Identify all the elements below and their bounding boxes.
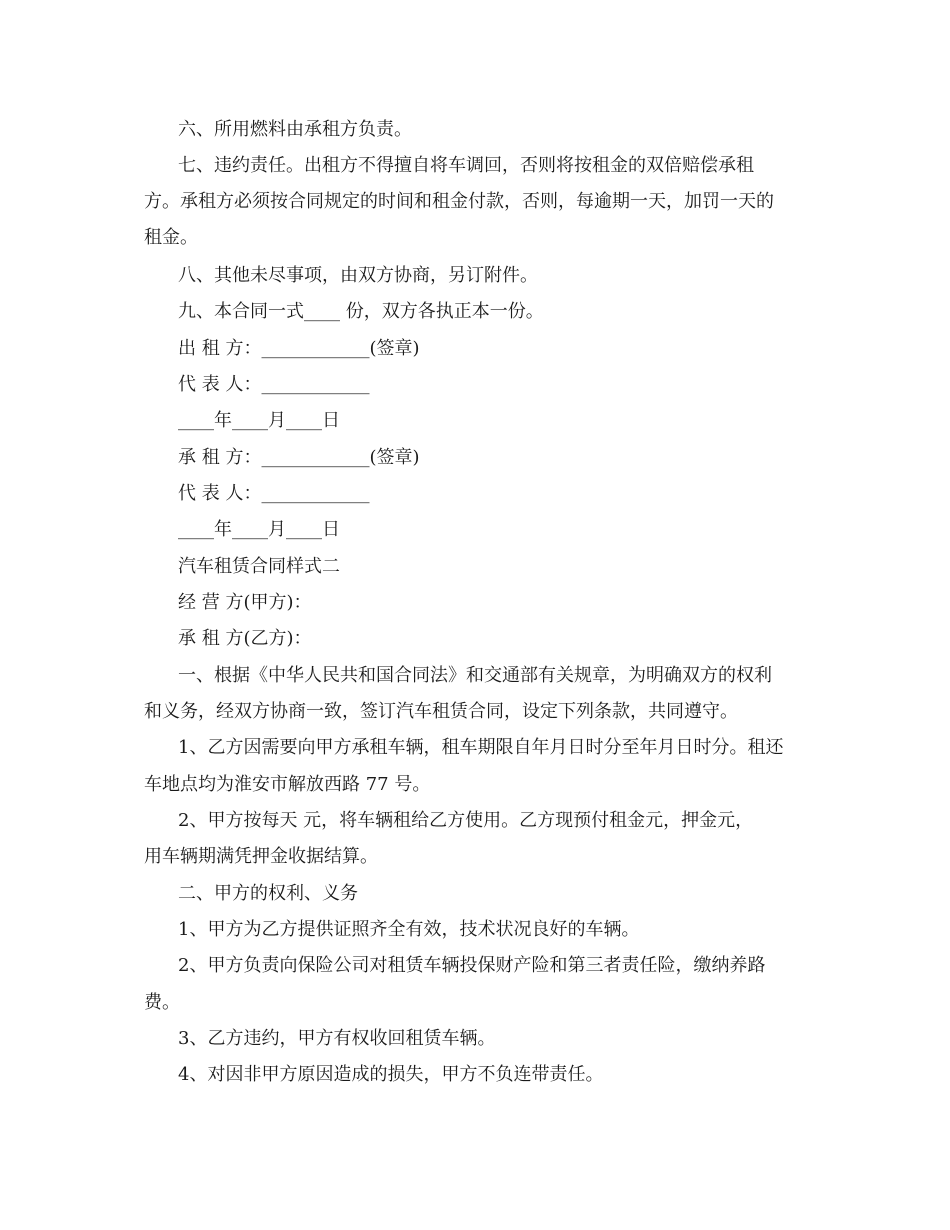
item-1-line-2: 车地点均为淮安市解放西路 77 号。	[144, 774, 431, 795]
party-a-item-4: 4、对因非甲方原因造成的损失，甲方不负连带责任。	[178, 1064, 604, 1085]
clause-9: 九、本合同一式____ 份，双方各执正本一份。	[178, 301, 544, 322]
clause-7-line-3: 租金。	[144, 227, 198, 248]
clause-7-line-2: 方。承租方必须按合同规定的时间和租金付款，否则，每逾期一天，加罚一天的	[144, 191, 774, 212]
clause-7-line-1: 七、违约责任。出租方不得擅自将车调回，否则将按租金的双倍赔偿承租	[178, 155, 754, 176]
article-2-heading: 二、甲方的权利、义务	[178, 883, 358, 904]
operator-party-a: 经 营 方(甲方)：	[178, 592, 312, 613]
party-a-item-2-line-1: 2、甲方负责向保险公司对租赁车辆投保财产险和第三者责任险，缴纳养路	[178, 955, 766, 976]
party-a-item-2-line-2: 费。	[144, 992, 180, 1013]
party-a-item-1: 1、甲方为乙方提供证照齐全有效，技术状况良好的车辆。	[178, 919, 640, 940]
lessee-signature: 承 租 方：____________(签章)	[178, 447, 420, 468]
clause-8: 八、其他未尽事项，由双方协商，另订附件。	[178, 265, 538, 286]
lessor-date: ____年____月____日	[178, 410, 340, 431]
item-2-line-1: 2、甲方按每天 元，将车辆租给乙方使用。乙方现预付租金元，押金元，	[178, 810, 754, 831]
party-a-item-3: 3、乙方违约，甲方有权收回租赁车辆。	[178, 1028, 496, 1049]
item-2-line-2: 用车辆期满凭押金收据结算。	[144, 846, 378, 867]
lessor-representative: 代 表 人：____________	[178, 374, 370, 395]
article-1-line-2: 和义务，经双方协商一致，签订汽车租赁合同，设定下列条款，共同遵守。	[144, 701, 738, 722]
lessee-representative: 代 表 人：____________	[178, 483, 370, 504]
article-1-line-1: 一、根据《中华人民共和国合同法》和交通部有关规章，为明确双方的权利	[178, 665, 772, 686]
lessee-party-b: 承 租 方(乙方)：	[178, 628, 312, 649]
lessor-signature: 出 租 方：____________(签章)	[178, 338, 420, 359]
item-1-line-1: 1、乙方因需要向甲方承租车辆，租车期限自年月日时分至年月日时分。租还	[178, 737, 784, 758]
lessee-date: ____年____月____日	[178, 519, 340, 540]
clause-6: 六、所用燃料由承租方负责。	[178, 119, 412, 140]
section-title-template-2: 汽车租赁合同样式二	[178, 556, 340, 577]
